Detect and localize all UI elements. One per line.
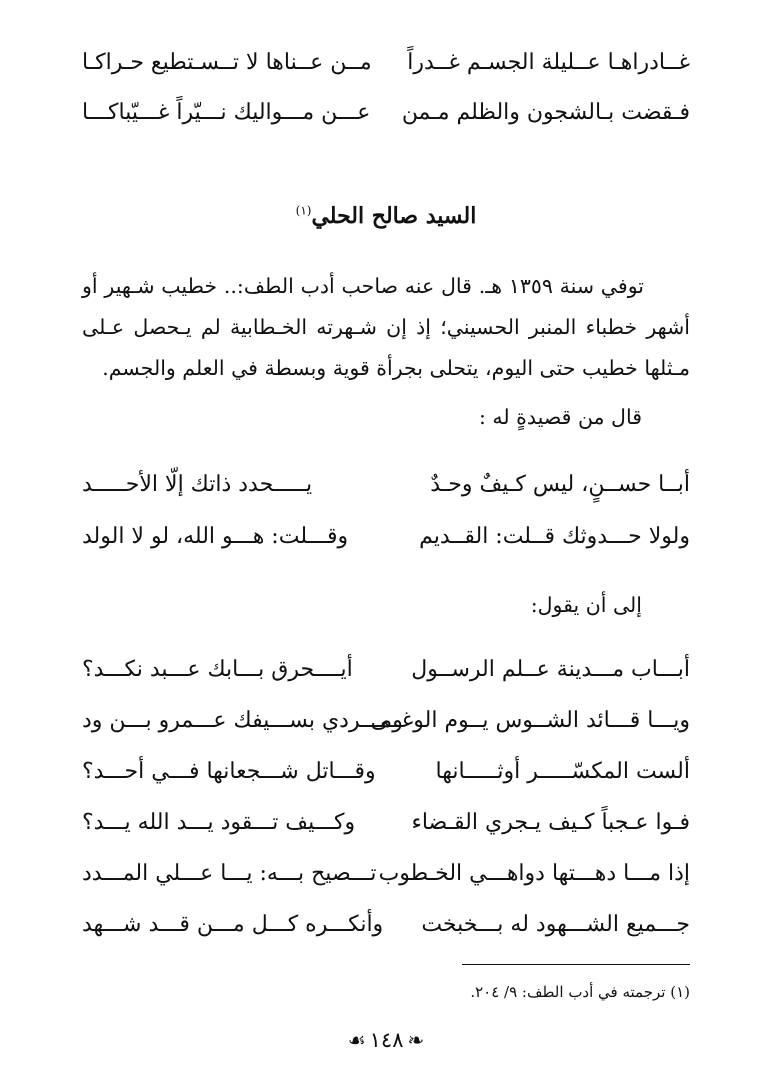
biography-text: توفي سنة ١٣٥٩ هـ. قال عنه صاحب أدب الطف:.. خطيب شـهير أو أشهر خطباء المنبر الحسيني؛ إذ إن شـهرته الخـطابية لم يـحصل عـلى مـثلها خطيب حتى اليوم، يتحلى بجرأة قوية وبسطة في العلم والجسم. xyxy=(82,274,690,380)
ornament-icon: ☙ xyxy=(347,1028,366,1052)
verse-second-hemistich: وقـــلت: هـــو الله، لو لا الولد xyxy=(82,524,349,549)
verse-first-hemistich: أبـــاب مـــدينة عــلم الرســول xyxy=(411,657,690,682)
verse-second-hemistich: ومـــردي بســـيفك عـــمرو بـــن ود xyxy=(82,708,403,733)
section-title-text: السيد صالح الحلي xyxy=(311,203,477,229)
verse-second-hemistich: يـــــحدد ذاتك إلّا الأحـــــد xyxy=(82,472,313,497)
verse-first-hemistich: غــادراهـا عــليلة الجسـم غــدراً xyxy=(407,50,690,75)
verse-second-hemistich: وقـــاتل شـــجعانها فـــي أحـــد؟ xyxy=(82,759,376,784)
verse-second-hemistich: تـــصيح بـــه: يـــا عـــلي المـــدد xyxy=(82,861,377,886)
verse-second-hemistich: مــن عــناها لا تــسـتطيع حـراكـا xyxy=(82,50,372,75)
poem-continuation-intro: إلى أن يقول: xyxy=(530,593,642,617)
footnote: (١) ترجمته في أدب الطف: ٩/ ٢٠٤. xyxy=(470,983,690,1001)
verse-first-hemistich: ولولا حـــدوثك قــلت: القــديم xyxy=(419,524,690,549)
verse-first-hemistich: إذا مـــا دهـــتها دواهـــي الخـطوب xyxy=(378,861,690,886)
verse-second-hemistich: أيــــحرق بـــابك عـــبد نكـــد؟ xyxy=(82,657,353,682)
verse-first-hemistich: فـوا عـجباً كـيف يـجري القـضاء xyxy=(411,810,690,835)
biography-paragraph xyxy=(82,266,690,389)
verse-first-hemistich: ويـــا قـــائد الشــوس يــوم الوغــى xyxy=(370,708,690,733)
verse-first-hemistich: ألست المكسّـــــر أوثـــــانها xyxy=(435,759,690,784)
verse-second-hemistich: عـــن مـــواليك نـــيّراً غـــيّباكـــا xyxy=(82,100,371,125)
footnote-marker: (١) xyxy=(295,203,312,218)
section-title xyxy=(0,203,772,229)
footnote-divider xyxy=(462,964,690,965)
verse-second-hemistich: وأنكـــره كـــل مـــن قـــد شـــهد xyxy=(82,912,384,937)
verse-first-hemistich: فـقضت بـالشجون والظلم مـمن xyxy=(401,100,690,125)
verse-first-hemistich: أبــا حســنٍ، ليس كـيفٌ وحـدٌ xyxy=(430,472,690,497)
page-number-area xyxy=(0,1028,772,1052)
verse-second-hemistich: وكـــيف تـــقود يـــد الله يـــد؟ xyxy=(82,810,356,835)
ornament-icon: ❧ xyxy=(407,1028,425,1052)
verse-first-hemistich: جـــميع الشـــهود له بـــخبخت xyxy=(421,912,690,937)
poem-intro: قال من قصيدةٍ له : xyxy=(479,405,642,429)
page-number: ١٤٨ xyxy=(369,1028,404,1052)
